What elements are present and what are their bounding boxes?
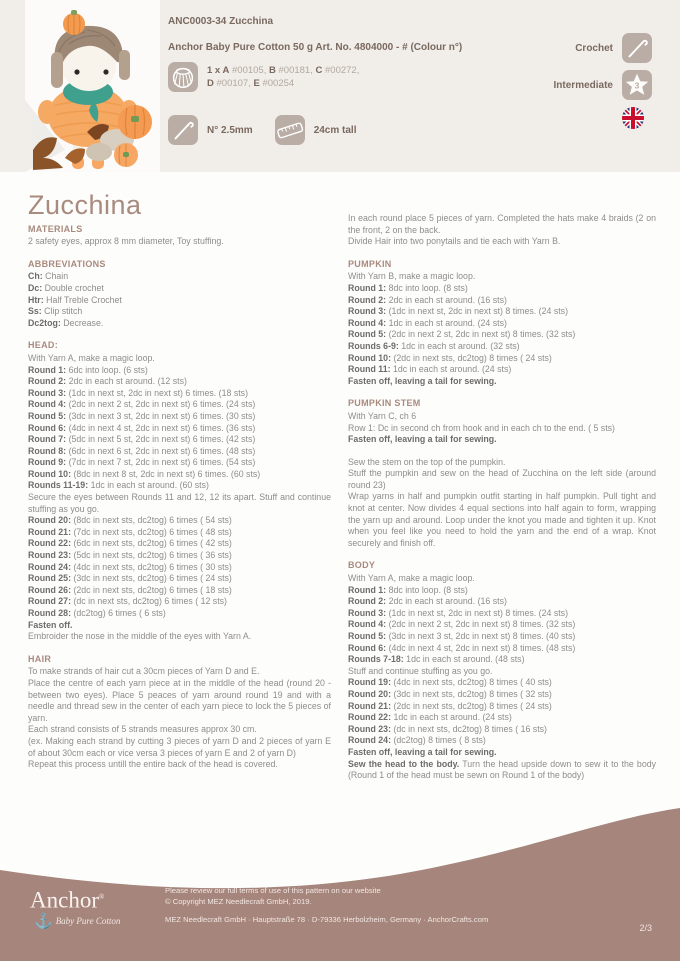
line-label: Round 7: bbox=[28, 434, 67, 445]
section-heading: PUMPKIN STEM bbox=[348, 398, 421, 409]
page-title: Zucchina bbox=[28, 190, 142, 220]
line-label: Round 24: bbox=[28, 561, 72, 572]
left-column bbox=[28, 190, 331, 782]
line-text: (5dc in next 5 st, 2dc in next st) 6 times. (42 sts) bbox=[66, 434, 256, 445]
pattern-header bbox=[0, 0, 680, 172]
pattern-line bbox=[348, 491, 656, 549]
pattern-line bbox=[348, 724, 656, 736]
page-footer bbox=[0, 790, 680, 961]
yarn-colour-number: #00254 bbox=[259, 78, 295, 89]
pattern-line bbox=[348, 677, 656, 689]
line-text: Sew the stem on the top of the pumpkin. bbox=[348, 456, 506, 467]
line-label: Round 21: bbox=[348, 700, 392, 711]
line-label: Round 20: bbox=[348, 688, 392, 699]
pattern-line bbox=[348, 654, 656, 666]
pattern-line bbox=[28, 434, 331, 446]
line-label: Round 1: bbox=[348, 584, 387, 595]
pattern-line bbox=[28, 295, 331, 307]
pattern-line bbox=[348, 712, 656, 724]
line-text: Repeat this process untill the entire back of the head is covered. bbox=[28, 759, 278, 770]
pattern-line bbox=[348, 747, 656, 759]
line-text: (2dc in next 2 st, 2dc in next st) 8 times. (32 sts) bbox=[386, 329, 576, 340]
yarn-letter: 1 x A bbox=[207, 65, 230, 76]
footer-wave bbox=[0, 790, 680, 961]
line-label: Round 4: bbox=[348, 317, 387, 328]
line-label: Round 3: bbox=[348, 306, 387, 317]
pattern-line bbox=[28, 283, 331, 295]
line-text: (3dc in next 3 st, 2dc in next st) 6 times. (30 sts) bbox=[66, 410, 256, 421]
line-text: 1dc in each st around. (24 sts) bbox=[386, 317, 507, 328]
line-text: Double crochet bbox=[42, 282, 104, 293]
pattern-line bbox=[28, 376, 331, 388]
uk-flag-icon bbox=[622, 107, 644, 129]
line-text: Place the centre of each yarn piece at in the middle of the head (round 20 - between two eyes). Place 5 peaces of yarn around round 19 and with a needle and thread sew in the center of each yarn piece to lock the 5 pieces of yarn. bbox=[28, 677, 331, 723]
line-label: Round 3: bbox=[28, 387, 67, 398]
line-text: (dc2tog) 8 times ( 8 sts) bbox=[391, 735, 486, 746]
line-label: Htr: bbox=[28, 294, 44, 305]
line-label: Round 1: bbox=[28, 364, 67, 375]
yarn-colour-number: #00107, bbox=[213, 78, 254, 89]
anchor-icon: ⚓ bbox=[34, 912, 53, 930]
section-pumpkin-stem bbox=[348, 398, 656, 445]
line-label: Round 23: bbox=[28, 550, 72, 561]
pattern-line bbox=[28, 759, 331, 771]
section-head bbox=[28, 340, 331, 642]
pattern-line bbox=[348, 434, 656, 446]
line-label: Sew the head to the body. bbox=[348, 758, 460, 769]
line-text: To make strands of hair cut a 30cm pieces of Yarn D and E. bbox=[28, 666, 260, 677]
hook-size-label: N° 2.5mm bbox=[207, 124, 253, 136]
line-text: (2dc in next sts, dc2tog) 6 times ( 18 sts) bbox=[71, 584, 232, 595]
pattern-line bbox=[28, 550, 331, 562]
craft-label: Crochet bbox=[575, 42, 613, 54]
line-text: (dc2tog) 6 times ( 6 sts) bbox=[71, 608, 166, 618]
line-text: 1dc in each st around. (48 sts) bbox=[403, 654, 525, 665]
pattern-line bbox=[348, 295, 656, 307]
line-label: Ch: bbox=[28, 271, 43, 282]
line-text: Stuff the pumpkin and sew on the head of Zucchina on the left side (around round 23) bbox=[348, 468, 656, 490]
pattern-line bbox=[348, 631, 656, 643]
footer-text bbox=[165, 886, 488, 926]
pattern-line bbox=[28, 492, 331, 515]
section-body bbox=[348, 560, 656, 781]
measuring-tape-icon bbox=[275, 115, 305, 145]
pattern-line bbox=[28, 736, 331, 759]
section-paragraph bbox=[348, 213, 656, 248]
line-text: (4dc in next 4 st, 2dc in next st) 8 times. (48 sts) bbox=[386, 642, 576, 653]
pattern-line bbox=[348, 689, 656, 701]
pattern-line bbox=[348, 411, 656, 423]
pattern-line bbox=[28, 527, 331, 539]
line-label: Round 28: bbox=[28, 608, 72, 618]
pattern-line bbox=[348, 457, 656, 469]
line-text: 1dc in each st around. (24 sts) bbox=[390, 364, 512, 375]
line-text: With Yarn C, ch 6 bbox=[348, 410, 417, 421]
section-heading: PUMPKIN bbox=[348, 258, 392, 269]
line-label: Round 19: bbox=[348, 677, 392, 688]
pattern-line bbox=[28, 388, 331, 400]
line-text: In each round place 5 pieces of yarn. Completed the hats make 4 braids (2 on the front, 2 on the back. bbox=[348, 213, 656, 235]
pattern-line bbox=[28, 365, 331, 377]
line-text: Stuff and continue stuffing as you go. bbox=[348, 665, 493, 676]
line-label: Round 2: bbox=[348, 294, 387, 305]
line-label: Round 8: bbox=[28, 445, 67, 456]
yarn-letter: C bbox=[315, 65, 323, 76]
pattern-line bbox=[348, 213, 656, 236]
pattern-line bbox=[348, 341, 656, 353]
line-text: (dc in next sts, dc2tog) 6 times ( 12 sts) bbox=[71, 596, 227, 607]
line-label: Round 10: bbox=[28, 468, 72, 479]
yarn-letter: B bbox=[268, 65, 276, 76]
pattern-line bbox=[348, 759, 656, 782]
line-text: (2dc in next sts, dc2tog) 8 times ( 24 sts) bbox=[391, 352, 552, 363]
section-heading: HAIR bbox=[28, 653, 52, 664]
line-text: (1dc in next st, 2dc in next st) 6 times. (18 sts) bbox=[66, 387, 248, 398]
pattern-line bbox=[28, 538, 331, 550]
section-hair bbox=[28, 654, 331, 771]
pattern-line bbox=[28, 353, 331, 365]
line-text: (3dc in next 3 st, 2dc in next st) 8 times. (40 sts) bbox=[386, 631, 576, 641]
pattern-line bbox=[348, 236, 656, 248]
line-label: Fasten off. bbox=[28, 619, 73, 630]
yarn-colour-number: #00272, bbox=[322, 65, 360, 76]
line-text: Wrap yarns in half and pumpkin outfit starting in half pumpkin. Pull tight and knot at center. Now divides 4 equal sections into half again to form, wrapping the yarn up and around. Loop under the knot you made and tighten it up. Knot when you feel like you need to hold the yarn and the end of a wrap. Knot securely and finish off. bbox=[348, 491, 656, 548]
pattern-line bbox=[28, 480, 331, 492]
line-text: 1dc in each st around. (24 sts) bbox=[391, 712, 512, 723]
line-label: Round 3: bbox=[348, 607, 387, 618]
yarn-ball-icon bbox=[168, 62, 198, 92]
yarn-colors bbox=[207, 62, 359, 90]
pattern-line bbox=[28, 236, 331, 248]
line-text: 8dc into loop. (8 sts) bbox=[386, 584, 468, 595]
pattern-line bbox=[348, 701, 656, 713]
section-heading: HEAD: bbox=[28, 340, 58, 351]
line-label: Round 4: bbox=[348, 619, 387, 630]
line-label: Round 2: bbox=[28, 376, 67, 387]
line-text: With Yarn A, make a magic loop. bbox=[348, 573, 475, 584]
yarn-colour-number: #00105, bbox=[229, 65, 269, 76]
product-line: Anchor Baby Pure Cotton 50 g Art. No. 4804000 - # (Colour n°) bbox=[168, 42, 463, 53]
pattern-line bbox=[28, 515, 331, 527]
pattern-code: ANC0003-34 Zucchina bbox=[168, 16, 274, 27]
line-text: Each strand consists of 5 strands measures approx 30 cm. bbox=[28, 724, 257, 735]
line-label: Round 20: bbox=[28, 515, 72, 526]
line-text: (3dc in next sts, dc2tog) 6 times ( 24 sts) bbox=[71, 573, 232, 584]
line-label: Dc: bbox=[28, 282, 43, 293]
line-text: Clip stitch bbox=[41, 306, 83, 317]
pattern-line bbox=[348, 306, 656, 318]
pattern-line bbox=[348, 643, 656, 655]
line-label: Round 4: bbox=[28, 399, 67, 410]
yarn-letter: D bbox=[207, 78, 214, 89]
pattern-line bbox=[28, 608, 331, 620]
pattern-line bbox=[28, 573, 331, 585]
pattern-line bbox=[348, 573, 656, 585]
line-text: Decrease. bbox=[60, 317, 104, 328]
pattern-line bbox=[28, 446, 331, 458]
line-text: (4dc in next sts, dc2tog) 8 times ( 40 sts) bbox=[391, 677, 552, 688]
line-text: (3dc in next sts, dc2tog) 8 times ( 32 sts) bbox=[391, 688, 552, 699]
line-label: Round 10: bbox=[348, 352, 392, 363]
logo-wordmark: Anchor bbox=[30, 887, 99, 913]
pattern-line bbox=[348, 318, 656, 330]
line-label: Fasten off, leaving a tail for sewing. bbox=[348, 434, 497, 445]
section-abbreviations bbox=[28, 259, 331, 330]
footer-address-line: MEZ Needlecraft GmbH · Hauptstraße 78 · D-79336 Herbolzheim, Germany · AnchorCrafts.com bbox=[165, 915, 489, 924]
line-text: (8dc in next sts, dc2tog) 6 times ( 54 sts) bbox=[71, 515, 232, 526]
section-heading: ABBREVIATIONS bbox=[28, 258, 106, 269]
line-label: Round 2: bbox=[348, 596, 387, 607]
crochet-hook-icon bbox=[168, 115, 198, 145]
line-text: Half Treble Crochet bbox=[43, 294, 122, 305]
tools-row bbox=[168, 115, 379, 145]
line-label: Round 24: bbox=[348, 735, 392, 746]
pattern-line bbox=[28, 318, 331, 330]
registered-mark: ® bbox=[98, 893, 105, 901]
pattern-line bbox=[348, 423, 656, 435]
pattern-line bbox=[348, 608, 656, 620]
line-text: Secure the eyes between Rounds 11 and 12, 12 its apart. Stuff and continue stuffing as you go. bbox=[28, 492, 331, 514]
line-label: Rounds 11-19: bbox=[28, 480, 89, 491]
pattern-line bbox=[348, 283, 656, 295]
pattern-line bbox=[348, 596, 656, 608]
pattern-line bbox=[28, 585, 331, 597]
doll-photo bbox=[25, 0, 160, 172]
page-number: 2/3 bbox=[639, 923, 652, 933]
pattern-line bbox=[28, 469, 331, 481]
line-text: (6dc in next 6 st, 2dc in next st) 6 times. (48 sts) bbox=[66, 445, 256, 456]
line-label: Round 23: bbox=[348, 723, 392, 734]
yarn-colour-number: #00181, bbox=[275, 65, 316, 76]
line-text: Row 1: Dc in second ch from hook and in each ch to the end. ( 5 sts) bbox=[348, 422, 615, 433]
section-paragraph bbox=[348, 457, 656, 550]
line-label: Round 6: bbox=[28, 422, 67, 433]
pattern-line bbox=[28, 457, 331, 469]
line-label: Round 5: bbox=[348, 329, 387, 340]
line-text: (6dc in next sts, dc2tog) 6 times ( 42 sts) bbox=[71, 538, 232, 549]
skill-level-star-icon bbox=[622, 70, 652, 100]
pattern-line bbox=[28, 562, 331, 574]
pattern-line bbox=[28, 724, 331, 736]
line-label: Fasten off, leaving a tail for sewing. bbox=[348, 375, 497, 386]
pattern-line bbox=[348, 666, 656, 678]
line-text: With Yarn A, make a magic loop. bbox=[28, 352, 155, 363]
line-text: Turn the head upside down to sew it to the body (Round 1 of the head must be sewn on Round 1 of the body) bbox=[348, 758, 656, 781]
section-pumpkin bbox=[348, 259, 656, 388]
line-text: (5dc in next sts, dc2tog) 6 times ( 36 sts) bbox=[71, 550, 232, 561]
logo-subtitle: Baby Pure Cotton bbox=[55, 915, 121, 926]
pattern-line bbox=[28, 596, 331, 608]
skill-level-label: Intermediate bbox=[553, 79, 613, 91]
crochet-badge-icon bbox=[622, 33, 652, 63]
line-text: (8dc in next 8 st, 2dc in next st) 6 times. (60 sts) bbox=[71, 468, 261, 479]
line-label: Round 9: bbox=[28, 457, 67, 468]
pattern-line bbox=[348, 468, 656, 491]
section-heading: BODY bbox=[348, 560, 376, 571]
right-column bbox=[348, 213, 656, 793]
line-label: Round 22: bbox=[28, 538, 72, 549]
pattern-line bbox=[28, 411, 331, 423]
line-text: 2dc in each st around. (16 sts) bbox=[386, 596, 507, 607]
line-label: Round 22: bbox=[348, 712, 392, 723]
pattern-line bbox=[348, 585, 656, 597]
line-text: (1dc in next st, 2dc in next st) 8 times. (24 sts) bbox=[386, 306, 568, 317]
yarn-requirements bbox=[168, 62, 359, 92]
line-label: Fasten off, leaving a tail for sewing. bbox=[348, 746, 497, 757]
line-text: (4dc in next 4 st, 2dc in next st) 6 times. (36 sts) bbox=[66, 422, 256, 433]
pattern-line bbox=[28, 423, 331, 435]
line-label: Round 5: bbox=[348, 631, 387, 641]
line-text: Embroider the nose in the middle of the eyes with Yarn A. bbox=[28, 631, 252, 642]
pattern-line bbox=[28, 666, 331, 678]
line-label: Round 25: bbox=[28, 573, 72, 584]
line-text: (2dc in next 2 st, 2dc in next st) 8 times. (32 sts) bbox=[386, 619, 576, 630]
line-label: Dc2tog: bbox=[28, 317, 61, 328]
pattern-line bbox=[348, 329, 656, 341]
footer-copyright-line: © Copyright MEZ Needlecraft GmbH, 2019. bbox=[165, 896, 312, 906]
pattern-line bbox=[348, 353, 656, 365]
line-label: Rounds 6-9: bbox=[348, 340, 399, 351]
section-materials bbox=[28, 224, 331, 248]
line-text: (4dc in next sts, dc2tog) 6 times ( 30 sts) bbox=[71, 561, 232, 572]
line-text: (1dc in next st, 2dc in next st) 8 times. (24 sts) bbox=[386, 607, 568, 618]
line-text: 1dc in each st around. (60 sts) bbox=[88, 480, 209, 491]
line-label: Round 1: bbox=[348, 282, 387, 293]
line-label: Round 11: bbox=[348, 364, 391, 375]
pattern-line bbox=[348, 364, 656, 376]
line-text: 2dc in each st around. (16 sts) bbox=[386, 294, 507, 305]
yarn-letter: E bbox=[253, 78, 260, 89]
pattern-line bbox=[348, 735, 656, 747]
pattern-line bbox=[348, 619, 656, 631]
pattern-line bbox=[348, 271, 656, 283]
line-label: Round 21: bbox=[28, 526, 72, 537]
anchor-logo bbox=[30, 886, 120, 930]
line-label: Round 6: bbox=[348, 642, 387, 653]
footer-terms-line: Please review our full terms of use of this pattern on our website bbox=[165, 886, 381, 895]
pattern-line bbox=[28, 399, 331, 411]
line-text: 1dc in each st around. (32 sts) bbox=[398, 340, 520, 351]
line-text: 2 safety eyes, approx 8 mm diameter, Toy stuffing. bbox=[28, 236, 224, 247]
pattern-line bbox=[28, 620, 331, 632]
line-text: (7dc in next 7 st, 2dc in next st) 6 times. (54 sts) bbox=[66, 457, 256, 468]
line-label: Ss: bbox=[28, 306, 42, 317]
craft-row bbox=[575, 33, 652, 63]
line-text: Chain bbox=[42, 271, 69, 282]
skill-level-value: 3 bbox=[634, 80, 640, 91]
pattern-line bbox=[28, 678, 331, 724]
finished-size-label: 24cm tall bbox=[313, 124, 357, 136]
skill-level-row bbox=[554, 70, 652, 100]
line-text: 2dc in each st around. (12 sts) bbox=[66, 376, 187, 387]
line-text: (2dc in next 2 st, 2dc in next st) 6 times. (24 sts) bbox=[66, 399, 256, 410]
line-label: Rounds 7-18: bbox=[348, 654, 404, 665]
line-text: 6dc into loop. (6 sts) bbox=[66, 364, 148, 375]
line-text: With Yarn B, make a magic loop. bbox=[348, 271, 476, 282]
line-text: (dc in next sts, dc2tog) 8 times ( 16 sts) bbox=[391, 723, 547, 734]
pattern-line bbox=[28, 306, 331, 318]
pattern-line bbox=[28, 631, 331, 643]
line-label: Round 5: bbox=[28, 410, 67, 421]
line-text: (2dc in next sts, dc2tog) 8 times ( 24 sts) bbox=[391, 700, 552, 711]
line-text: Divide Hair into two ponytails and tie each with Yarn B. bbox=[348, 236, 561, 247]
pattern-line bbox=[28, 271, 331, 283]
line-label: Round 26: bbox=[28, 584, 72, 595]
line-text: 8dc into loop. (8 sts) bbox=[386, 282, 468, 293]
line-text: (ex. Making each strand by cutting 3 pieces of yarn D and 2 pieces of yarn E of about 30cm each or vice versa 3 pieces of yarn E and 2 of yarn D) bbox=[28, 735, 331, 758]
pattern-line bbox=[348, 376, 656, 388]
line-text: (7dc in next sts, dc2tog) 6 times ( 48 sts) bbox=[71, 526, 232, 537]
section-heading: MATERIALS bbox=[28, 223, 83, 234]
doll-photo-art bbox=[25, 0, 160, 172]
line-label: Round 27: bbox=[28, 596, 72, 607]
